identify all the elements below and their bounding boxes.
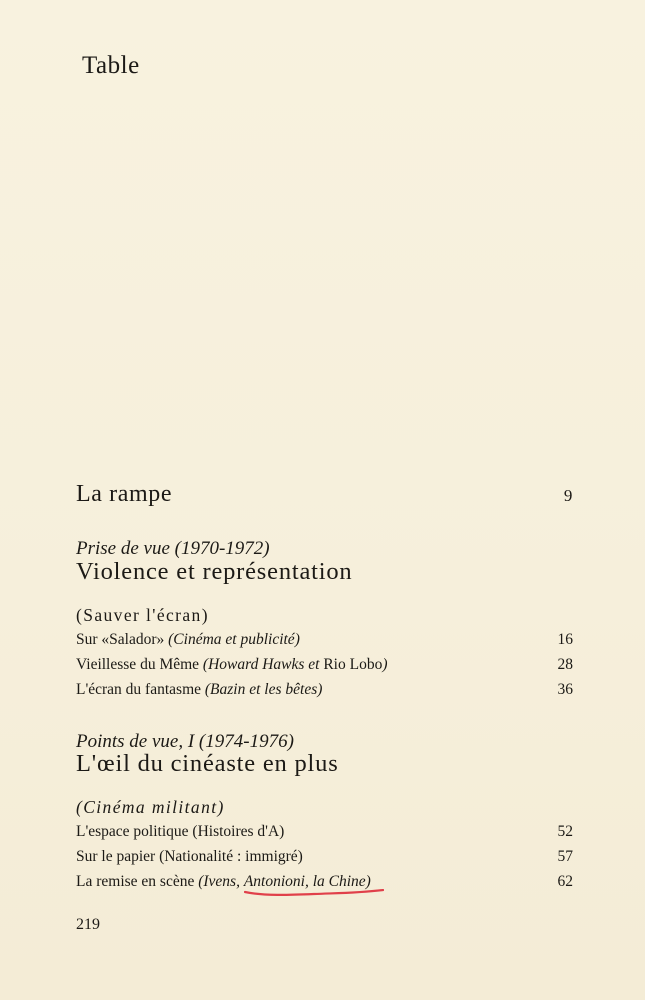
toc-entry xyxy=(76,631,573,649)
part-subtitle: Points de vue, I (1974-1976) xyxy=(76,731,294,752)
entry-subject-underlined: Antonioni, la Chine) xyxy=(243,873,371,890)
part-title: Violence et représentation xyxy=(76,558,353,585)
toc-entry xyxy=(76,656,573,674)
section-label: (Cinéma militant) xyxy=(76,797,225,817)
page-title: Table xyxy=(82,52,140,79)
entry-title: La remise en scène xyxy=(76,873,199,890)
toc-entry xyxy=(76,681,573,699)
toc-entry-text xyxy=(76,656,388,674)
toc-entry-text xyxy=(76,631,300,649)
red-pen-underline xyxy=(244,889,384,897)
toc-entry-rampe xyxy=(76,481,573,508)
toc-entry-text xyxy=(76,873,371,891)
entry-title: Vieillesse du Même xyxy=(76,656,203,673)
toc-entry-page: 52 xyxy=(557,823,573,840)
entry-subject: (Ivens, xyxy=(198,873,244,890)
toc-entry-page: 57 xyxy=(557,848,573,865)
toc-entry-page: 9 xyxy=(563,486,573,505)
entry-title: Sur «Salador» xyxy=(76,631,169,648)
footer-page-number: 219 xyxy=(76,916,100,933)
section-label: (Sauver l'écran) xyxy=(76,605,209,625)
toc-entry-text xyxy=(76,681,322,699)
entry-subject: (Bazin et les bêtes) xyxy=(204,681,323,698)
toc-entry xyxy=(76,848,573,866)
part-subtitle: Prise de vue (1970-1972) xyxy=(76,538,270,559)
entry-film-title: Rio Lobo xyxy=(323,656,383,673)
entry-title: L'écran du fantasme xyxy=(76,681,205,698)
toc-entry-page: 62 xyxy=(557,873,573,890)
entry-subject: (Howard Hawks et xyxy=(202,656,324,673)
toc-entry-text: L'espace politique (Histoires d'A) xyxy=(76,823,285,840)
toc-entry-page: 16 xyxy=(557,631,573,648)
entry-subject: (Cinéma et publicité) xyxy=(168,631,300,648)
toc-entry-page: 36 xyxy=(557,681,573,698)
part-title: L'œil du cinéaste en plus xyxy=(76,750,339,777)
toc-entry xyxy=(76,873,573,891)
handwritten-underline-span xyxy=(244,873,371,891)
toc-entry xyxy=(76,823,573,841)
toc-entry-title: La rampe xyxy=(76,481,173,507)
toc-entry-text: Sur le papier (Nationalité : immigré) xyxy=(76,848,303,865)
entry-paren: ) xyxy=(382,656,388,673)
toc-entry-page: 28 xyxy=(557,656,573,673)
